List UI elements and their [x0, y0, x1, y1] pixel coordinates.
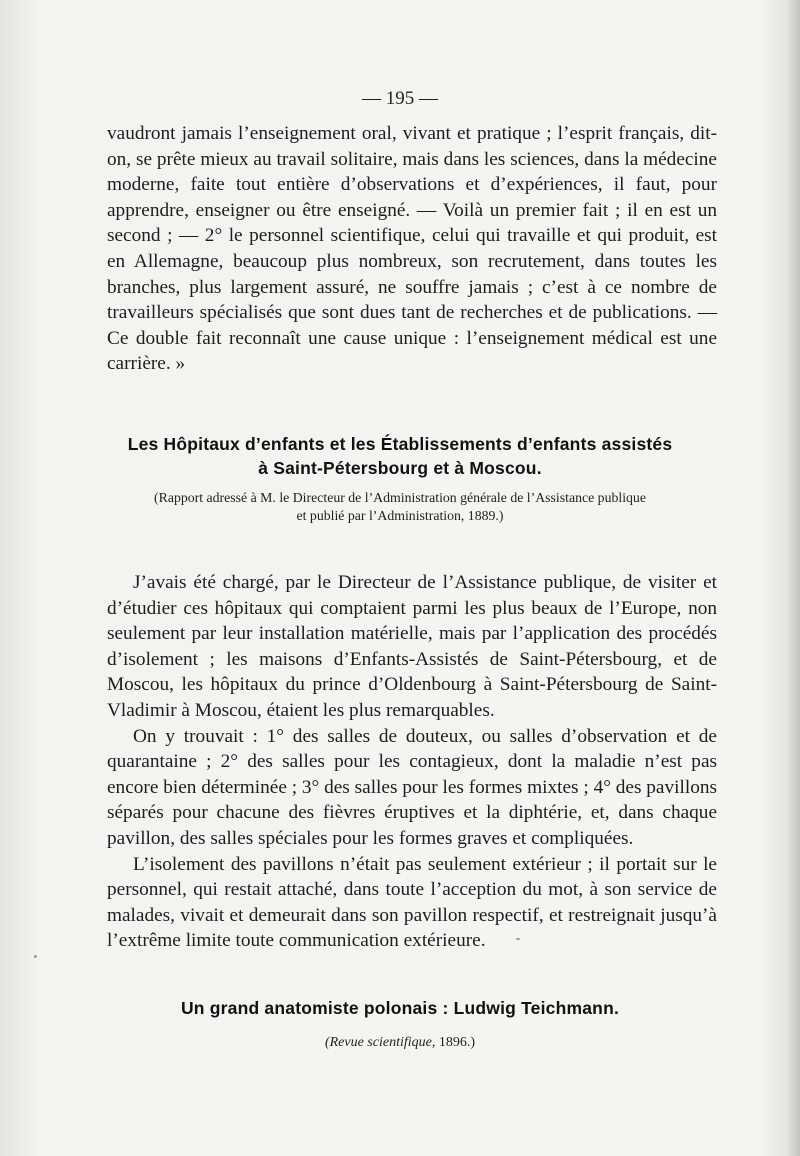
section1-source-line2: et publié par l’Administration, 1889.): [296, 508, 504, 523]
section2-source-journal: (Revue scientifique,: [324, 1035, 436, 1050]
page-edge-shadow: [786, 0, 800, 1156]
section2-title: Un grand anatomiste polonais : Ludwig Teichmann.: [180, 998, 620, 1018]
scan-speck: [516, 938, 520, 940]
page-number: — 195 —: [362, 88, 438, 109]
section1-paragraph-2: On y trouvait : 1° des salles de douteux, ou salles d’observation et de quarantaine ; 2° des salles pour les contagieux, dont la maladie n’est pas encore bien déterminée ; 3° des salles pour les formes mixtes ; 4° des pavillons séparés pour chacune des fièvres éruptives et la diphtérie, et, dans chaque pavillon, des salles spéciales pour les formes graves et compliquées.: [107, 725, 717, 849]
section1-body: [107, 570, 717, 954]
section1-paragraph-3: L’isolement des pavillons n’était pas seulement extérieur ; il portait sur le personnel, qui restait attaché, dans toute l’acception du mot, à son service de malades, vivait et demeurait dans son pavillon respectif, et restreignait jusqu’à l’extrême limite toute communication extérieure.: [107, 853, 717, 952]
intro-paragraph: vaudront jamais l’enseignement oral, vivant et pratique ; l’esprit français, dit-on, se prête mieux au travail solitaire, mais dans les sciences, dans la médecine moderne, faite tout entière d’observations et d’expériences, il faut, pour apprendre, enseigner ou être enseigné. — Voilà un premier fait ; il en est un second ; — 2° le personnel scientifique, celui qui travaille et qui produit, est en Allemagne, beaucoup plus nombreux, son recrutement, dans toutes les branches, plus largement assuré, ne souffre jamais ; c’est à ce nombre de travailleurs spécialisés que sont dues tant de recherches et de publications. — Ce double fait reconnaît une cause unique : l’enseignement médical est une carrière. »: [107, 123, 717, 375]
section2-source: [110, 1034, 690, 1052]
section1-source-line1: (Rapport adressé à M. le Directeur de l’Administration générale de l’Assistance publique: [154, 490, 646, 505]
section1-source: [110, 489, 690, 525]
intro-paragraph-block: [107, 121, 717, 377]
section1-title: [60, 432, 740, 480]
scan-speck: [34, 955, 37, 958]
section1-title-line2: à Saint-Pétersbourg et à Moscou.: [258, 458, 542, 478]
section1-title-line1: Les Hôpitaux d’enfants et les Établissements d’enfants assistés: [127, 434, 673, 454]
section1-paragraph-1: J’avais été chargé, par le Directeur de l’Assistance publique, de visiter et d’étudier ces hôpitaux qui comptaient parmi les plus beaux de l’Europe, non seulement par leur installation matérielle, mais par l’application des procédés d’isolement ; les maisons d’Enfants-Assistés de Saint-Pétersbourg, et de Moscou, les hôpitaux du prince d’Oldenbourg à Saint-Pétersbourg de Saint-Vladimir à Moscou, étaient les plus remarquables.: [107, 572, 717, 721]
section2-source-year: 1896.): [438, 1035, 476, 1050]
